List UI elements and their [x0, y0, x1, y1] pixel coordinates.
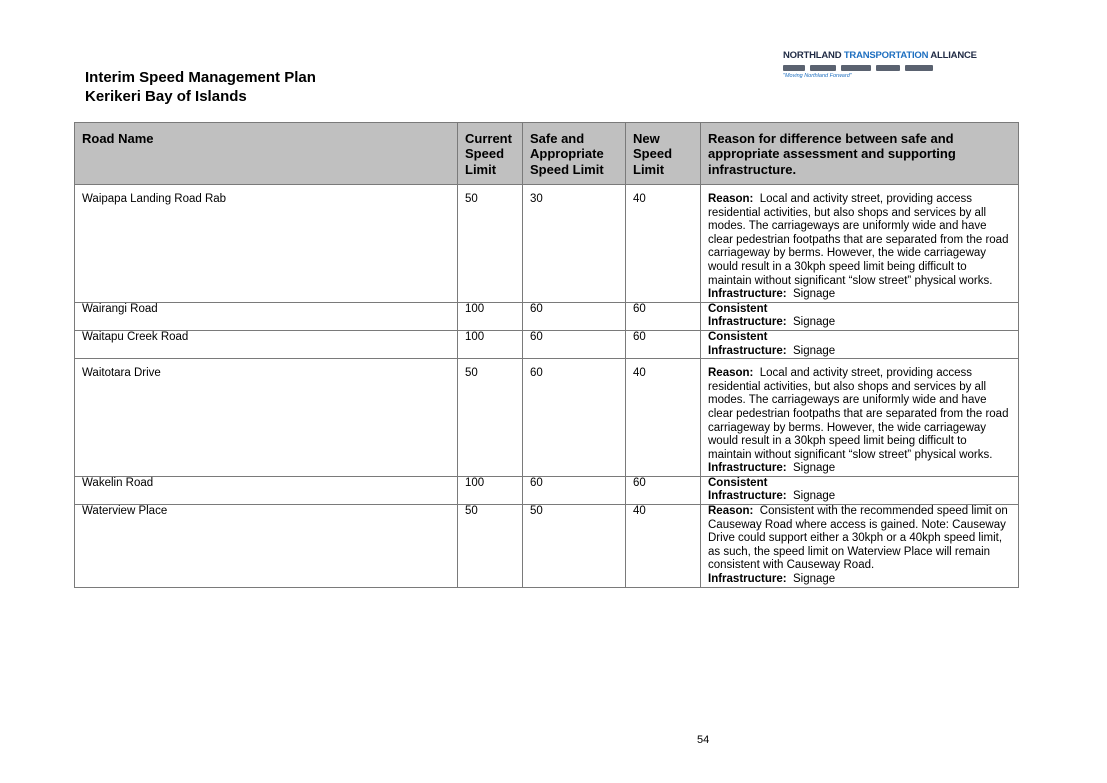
reason-label: Consistent — [708, 330, 768, 343]
partner-logos-icon — [783, 63, 953, 72]
table-row — [75, 476, 1019, 504]
reason-label: Reason: — [708, 193, 754, 205]
road-name-cell: Waipapa Landing Road Rab — [75, 185, 458, 303]
table-row — [75, 302, 1019, 330]
new-speed-cell: 60 — [626, 302, 701, 330]
new-speed-cell: 60 — [626, 476, 701, 504]
current-speed-cell: 50 — [458, 359, 523, 477]
infrastructure-label: Infrastructure: — [708, 490, 787, 503]
infrastructure-label: Infrastructure: — [708, 344, 787, 357]
current-speed-cell: 100 — [458, 302, 523, 330]
safe-speed-cell: 60 — [523, 302, 626, 330]
column-header-current-speed: Current Speed Limit — [458, 123, 523, 185]
reason-text: Consistent with the recommended speed limit on Causeway Road where access is gained. Note: Causeway Drive could support either a 30kph or a 40kph speed limit, as such, the speed limit on Waterview Place will remain consistent with Causeway Road. — [708, 505, 1008, 572]
document-title — [85, 68, 316, 106]
infrastructure-label: Infrastructure: — [708, 462, 787, 475]
current-speed-cell: 50 — [458, 185, 523, 303]
title-line-2: Kerikeri Bay of Islands — [85, 88, 247, 105]
current-speed-cell: 100 — [458, 476, 523, 504]
infrastructure-text: Signage — [793, 573, 836, 586]
safe-speed-cell: 30 — [523, 185, 626, 303]
infrastructure-text: Signage — [793, 344, 836, 357]
road-name-cell: Waterview Place — [75, 505, 458, 588]
title-line-1: Interim Speed Management Plan — [85, 69, 316, 86]
road-name-cell: Waitapu Creek Road — [75, 330, 458, 358]
infrastructure-label: Infrastructure: — [708, 573, 787, 586]
infrastructure-text: Signage — [793, 316, 836, 329]
speed-limit-table — [74, 122, 1019, 588]
current-speed-cell: 50 — [458, 505, 523, 588]
table-header-row — [75, 123, 1019, 185]
column-header-safe-speed: Safe and Appropriate Speed Limit — [523, 123, 626, 185]
safe-speed-cell: 60 — [523, 476, 626, 504]
road-name-cell: Waitotara Drive — [75, 359, 458, 477]
column-header-reason: Reason for difference between safe and appropriate assessment and supporting infrastructure. — [701, 123, 1019, 185]
reason-cell — [701, 476, 1019, 504]
infrastructure-text: Signage — [793, 288, 836, 301]
logo-name-part3: ALLIANCE — [930, 50, 977, 61]
logo-name-part1: NORTHLAND — [783, 50, 842, 61]
new-speed-cell: 40 — [626, 359, 701, 477]
new-speed-cell: 40 — [626, 505, 701, 588]
table-row — [75, 505, 1019, 588]
reason-label: Reason: — [708, 505, 754, 518]
reason-cell — [701, 359, 1019, 477]
current-speed-cell: 100 — [458, 330, 523, 358]
safe-speed-cell: 50 — [523, 505, 626, 588]
reason-cell — [701, 302, 1019, 330]
reason-label: Reason: — [708, 367, 754, 380]
table-row — [75, 359, 1019, 477]
logo-name-part2: TRANSPORTATION — [843, 50, 929, 61]
logo-name — [783, 50, 977, 61]
road-name-cell: Wairangi Road — [75, 302, 458, 330]
reason-text: Local and activity street, providing access residential activities, but also shops and services by all modes. The carriageways are uniformly wide and have clear pedestrian footpaths that are separated from the road carriageway by berms. However, the wide carriageway would result in a 30kph speed limit being difficult to maintain without significant “slow street” physical works. — [708, 193, 1009, 287]
column-header-new-speed: New Speed Limit — [626, 123, 701, 185]
new-speed-cell: 60 — [626, 330, 701, 358]
reason-label: Consistent — [708, 476, 768, 489]
reason-cell — [701, 505, 1019, 588]
reason-label: Consistent — [708, 302, 768, 315]
road-name-cell: Wakelin Road — [75, 476, 458, 504]
new-speed-cell: 40 — [626, 185, 701, 303]
reason-cell — [701, 185, 1019, 303]
infrastructure-label: Infrastructure: — [708, 316, 787, 329]
reason-text: Local and activity street, providing access residential activities, but also shops and services by all modes. The carriageways are uniformly wide and have clear pedestrian footpaths that are separated from the road carriageway by berms. However, the wide carriageway would result in a 30kph speed limit being difficult to maintain without significant “slow street” physical works. — [708, 367, 1009, 461]
safe-speed-cell: 60 — [523, 359, 626, 477]
table-row — [75, 185, 1019, 303]
page-number: 54 — [697, 734, 710, 746]
infrastructure-text: Signage — [793, 490, 836, 503]
column-header-road-name: Road Name — [75, 123, 458, 185]
northland-transportation-alliance-logo — [783, 50, 977, 82]
logo-tagline: "Moving Northland Forward" — [783, 73, 852, 79]
reason-cell — [701, 330, 1019, 358]
infrastructure-text: Signage — [793, 462, 836, 475]
table-row — [75, 330, 1019, 358]
infrastructure-label: Infrastructure: — [708, 288, 787, 301]
safe-speed-cell: 60 — [523, 330, 626, 358]
